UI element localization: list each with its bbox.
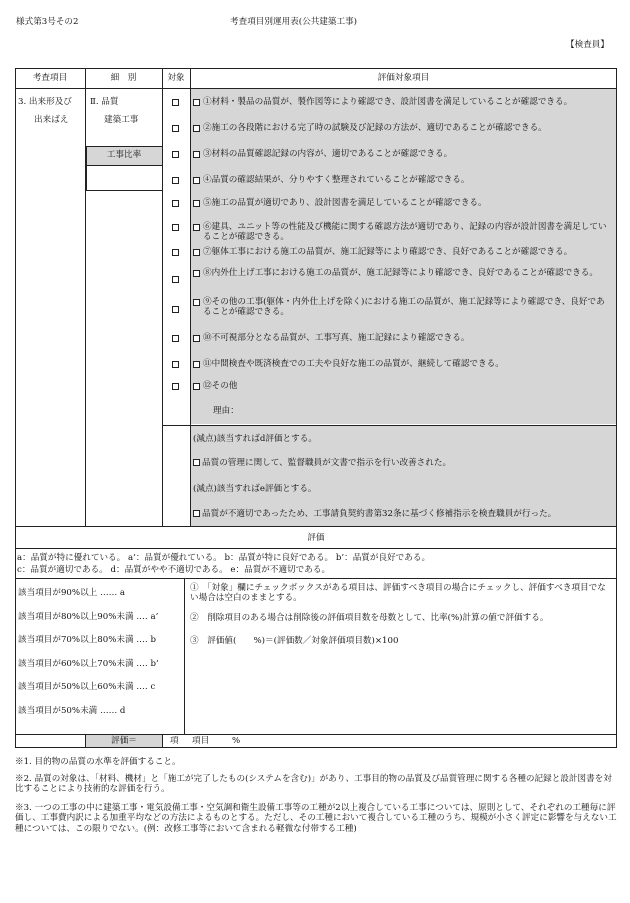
score-div-2	[162, 734, 163, 748]
grade-row-2: 該当項目が80%以上90%未満 ‥‥ a’	[18, 611, 159, 622]
deduction-e-item	[193, 509, 556, 520]
target-checkbox-10[interactable]	[172, 335, 179, 342]
grade-row-1: 該当項目が90%以上 ‥‥‥ a	[18, 588, 126, 598]
eval-col-divider	[184, 578, 185, 734]
deduction-d-item	[193, 458, 451, 469]
col-divider-3	[190, 68, 191, 526]
eval-legend-divider	[15, 578, 617, 579]
eval-legend-1: a：品質が特に優れている。 a’：品質が優れている。 b：品質が特に良好である。 b’：品質が良好である。	[17, 553, 431, 563]
item-text-8: ⑧内外仕上げ工事における施工の品質が、施工記録等により確認でき、良好であることが確認できる。	[203, 268, 598, 278]
item-checkbox-12[interactable]	[193, 383, 200, 390]
item-checkbox-9[interactable]	[193, 299, 200, 306]
col-divider-2	[162, 68, 163, 526]
grade-row-5: 該当項目が50%以上60%未満 ‥‥ c	[18, 682, 156, 692]
category-line1: 3. 出来形及び	[18, 97, 72, 107]
deduction-d-rule: (減点)該当すればd評価とする。	[193, 434, 317, 444]
item-text-1: ①材料・製品の品質が、製作図等により確認でき、設計図書を満足していることが確認できる。	[203, 97, 573, 107]
grade-row-3: 該当項目が70%以上80%未満 ‥‥ b	[18, 635, 156, 645]
item-checkbox-6[interactable]	[193, 224, 200, 231]
grade-row-4: 該当項目が60%以上70%未満 ‥‥ b’	[18, 658, 159, 669]
item-checkbox-8[interactable]	[193, 270, 200, 277]
eval-note-3: ③ 評価値( %)＝(評価数／対象評価項目数)×100	[190, 636, 399, 646]
eval-note-2: ② 削除項目のある場合は削除後の評価項目数を母数として、比率(%)計算の値で評価する。	[190, 613, 549, 623]
deduction-e-text: 品質が不適切であったため、工事請負契約書第32条に基づく修補指示を検査職員が行った。	[202, 509, 557, 519]
footnote-2: ※2. 品質の対象は、「材料、機材」と「施工が完了したもの(システムを含む)」があり、工事目的物の品質及び品質管理に関する各種の記録と設計図書を対比することにより技術的な評価を行う。	[15, 774, 612, 795]
deduction-e-rule: (減点)該当すればe評価とする。	[193, 484, 317, 494]
item-text-9: ⑨その他の工事(躯体・内外仕上げを除く)における施工の品質が、施工記録等により確認でき、良好であることが確認できる。	[203, 297, 605, 318]
eval-top-divider	[15, 526, 617, 527]
target-checkbox-12[interactable]	[172, 383, 179, 390]
subcategory-line1: Ⅱ. 品質	[90, 97, 119, 107]
item-checkbox-2[interactable]	[193, 125, 200, 132]
item-text-11: ⑪中間検査や既済検査での工夫や良好な施工の品質が、継続して確認できる。	[203, 359, 504, 369]
header-divider	[15, 88, 617, 89]
header-category: 考査項目	[32, 73, 68, 83]
deduction-d-checkbox[interactable]	[193, 459, 200, 466]
target-checkbox-9[interactable]	[172, 306, 179, 313]
score-percent: %	[232, 736, 241, 746]
score-item-label: 項目	[192, 736, 210, 746]
category-line2: 出来ばえ	[34, 115, 69, 125]
item-checkbox-4[interactable]	[193, 177, 200, 184]
item-text-7: ⑦躯体工事における施工の品質が、施工記録等により確認でき、良好であることが確認できる。	[203, 247, 573, 257]
reason-label: 理由：	[213, 406, 239, 416]
item-text-2: ②施工の各段階における完了時の試験及び記録の方法が、適切であることが確認できる。	[203, 123, 547, 133]
form-number: 様式第3号その2	[16, 17, 79, 27]
target-checkbox-1[interactable]	[172, 99, 179, 106]
eval-legend-2: c：品質が適切である。 d：品質がやや不適切である。 e：品質が不適切である。	[17, 565, 331, 575]
item-text-12: ⑫その他	[203, 381, 238, 391]
eval-title-divider	[15, 548, 617, 549]
target-checkbox-6[interactable]	[172, 224, 179, 231]
page-title: 考査項目別運用表(公共建築工事)	[230, 17, 358, 27]
score-label: 評価＝	[111, 736, 137, 746]
item-checkbox-1[interactable]	[193, 99, 200, 106]
item-text-4: ④品質の確認結果が、分りやすく整理されていることが確認できる。	[203, 175, 470, 185]
score-value-input[interactable]	[17, 735, 83, 747]
target-checkbox-8[interactable]	[172, 276, 179, 283]
item-checkbox-7[interactable]	[193, 249, 200, 256]
eval-title: 評価	[307, 533, 325, 543]
inspector-role: 【検査員】	[566, 40, 609, 50]
col-divider-1	[85, 68, 86, 526]
item-text-10: ⑩不可視部分となる品質が、工事写真、施工記録により確認できる。	[203, 333, 470, 343]
item-text-6: ⑥建具、ユニット等の性能及び機能に関する確認方法が適切であり、記録の内容が設計図書を満足していることが確認できる。	[203, 222, 607, 243]
item-text-3: ③材料の品質確認記録の内容が、適切であることが確認できる。	[203, 149, 453, 159]
footnote-1: ※1. 目的物の品質の水準を評価すること。	[15, 757, 181, 767]
header-items: 評価対象項目	[377, 73, 430, 83]
target-checkbox-5[interactable]	[172, 200, 179, 207]
deduction-divider	[162, 425, 617, 426]
eval-note-1: ① 「対象」欄にチェックボックスがある項目は、評価すべき項目の場合にチェックし、評価すべき項目でない場合は空白のままとする。	[190, 583, 606, 604]
subcategory-line2: 建築工事	[104, 115, 139, 125]
deduction-e-checkbox[interactable]	[193, 510, 200, 517]
item-text-5: ⑤施工の品質が適切であり、設計図書を満足していることが確認できる。	[203, 198, 487, 208]
target-checkbox-11[interactable]	[172, 361, 179, 368]
item-checkbox-10[interactable]	[193, 335, 200, 342]
item-checkbox-5[interactable]	[193, 200, 200, 207]
ratio-input[interactable]	[87, 166, 161, 190]
target-checkbox-3[interactable]	[172, 151, 179, 158]
deduction-d-text: 品質の管理に関して、監督職員が文書で指示を行い改善された。	[202, 458, 452, 468]
ratio-label: 工事比率	[106, 150, 142, 160]
target-checkbox-7[interactable]	[172, 249, 179, 256]
header-subcategory: 細 別	[110, 73, 137, 83]
target-checkbox-4[interactable]	[172, 177, 179, 184]
grade-row-6: 該当項目が50%未満 ‥‥‥ d	[18, 705, 126, 716]
target-checkbox-2[interactable]	[172, 125, 179, 132]
item-checkbox-11[interactable]	[193, 361, 200, 368]
score-unit: 項	[170, 736, 179, 746]
header-target: 対象	[167, 73, 185, 83]
score-divider	[15, 734, 617, 735]
item-checkbox-3[interactable]	[193, 151, 200, 158]
footnote-3: ※3. 一つの工事の中に建築工事・電気設備工事・空気調和衛生設備工事等の工種が2以上複合している工事については、原則として、それぞれの工種毎に評価し、工事費内訳による加重平均などの方法によるものとする。ただし、その工種において複合している工種のうち、規模が小さく評定に影響を与えない工種については、この限りでない。(例：改修工事等において含まれる軽微な付帯する工種)	[15, 803, 617, 834]
